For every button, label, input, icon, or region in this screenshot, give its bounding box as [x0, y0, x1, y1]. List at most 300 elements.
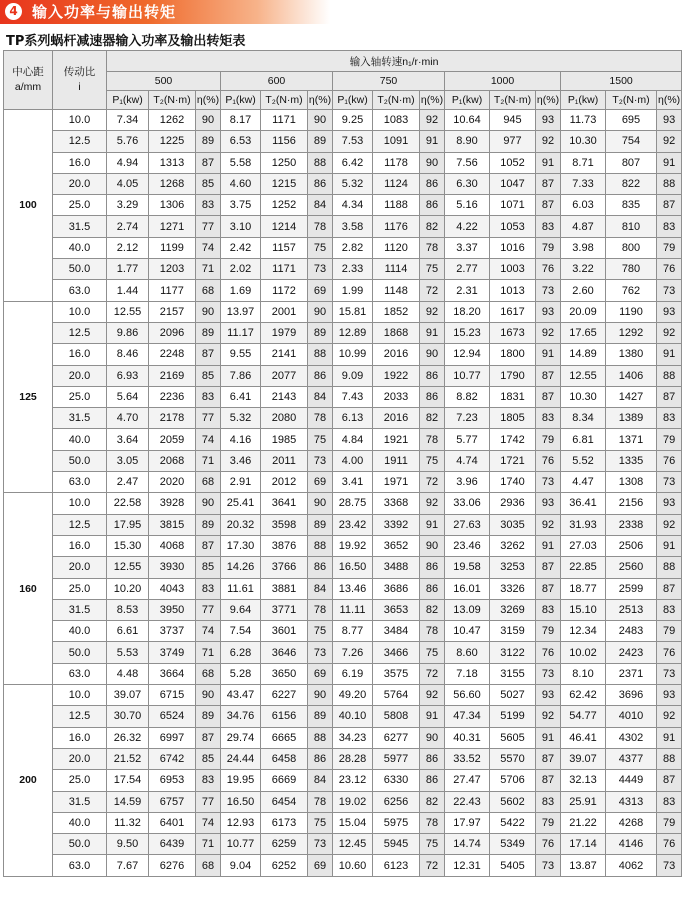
power-cell: 12.34 [561, 621, 606, 642]
torque-cell: 3598 [261, 514, 308, 535]
torque-cell: 1673 [490, 322, 536, 343]
ratio-cell: 16.0 [53, 727, 107, 748]
power-cell: 4.05 [107, 173, 149, 194]
efficiency-cell: 88 [308, 727, 333, 748]
efficiency-cell: 76 [657, 450, 682, 471]
efficiency-cell: 73 [536, 472, 561, 493]
efficiency-cell: 91 [657, 535, 682, 556]
power-col-header: P₁(kw) [333, 91, 373, 110]
efficiency-cell: 86 [420, 557, 445, 578]
ratio-header: 传动比 i [53, 51, 107, 110]
power-cell: 15.23 [445, 322, 490, 343]
power-cell: 2.77 [445, 259, 490, 280]
efficiency-cell: 83 [536, 408, 561, 429]
power-cell: 15.10 [561, 599, 606, 620]
efficiency-cell: 78 [308, 791, 333, 812]
table-row [4, 429, 682, 450]
torque-cell: 1800 [490, 344, 536, 365]
power-cell: 49.20 [333, 685, 373, 706]
power-cell: 12.55 [107, 557, 149, 578]
ratio-cell: 40.0 [53, 812, 107, 833]
efficiency-cell: 77 [196, 791, 221, 812]
ratio-cell: 20.0 [53, 748, 107, 769]
torque-cell: 5027 [490, 685, 536, 706]
power-cell: 4.94 [107, 152, 149, 173]
efficiency-cell: 87 [536, 365, 561, 386]
torque-cell: 1199 [149, 237, 196, 258]
efficiency-cell: 92 [657, 514, 682, 535]
torque-cell: 2011 [261, 450, 308, 471]
power-cell: 7.34 [107, 110, 149, 131]
power-cell: 8.77 [333, 621, 373, 642]
ratio-cell: 50.0 [53, 450, 107, 471]
efficiency-cell: 73 [657, 855, 682, 876]
torque-cell: 3696 [606, 685, 657, 706]
efficiency-cell: 90 [196, 685, 221, 706]
power-cell: 10.30 [561, 386, 606, 407]
efficiency-cell: 90 [420, 727, 445, 748]
power-cell: 16.50 [333, 557, 373, 578]
efficiency-cell: 93 [536, 301, 561, 322]
power-cell: 14.74 [445, 834, 490, 855]
torque-cell: 754 [606, 131, 657, 152]
efficiency-cell: 83 [657, 408, 682, 429]
torque-cell: 1013 [490, 280, 536, 301]
efficiency-cell: 84 [308, 770, 333, 791]
torque-cell: 6123 [373, 855, 420, 876]
torque-cell: 835 [606, 195, 657, 216]
power-cell: 24.44 [221, 748, 261, 769]
power-cell: 20.32 [221, 514, 261, 535]
efficiency-cell: 83 [536, 791, 561, 812]
ratio-cell: 20.0 [53, 173, 107, 194]
efficiency-cell: 87 [196, 344, 221, 365]
efficiency-cell: 83 [196, 195, 221, 216]
torque-cell: 3466 [373, 642, 420, 663]
torque-cell: 1308 [606, 472, 657, 493]
efficiency-cell: 83 [536, 599, 561, 620]
power-cell: 9.04 [221, 855, 261, 876]
efficiency-cell: 71 [196, 642, 221, 663]
table-title: TP系列蜗杆减速器输入功率及输出转矩表 [6, 34, 246, 49]
efficiency-cell: 89 [308, 514, 333, 535]
torque-cell: 6742 [149, 748, 196, 769]
torque-cell: 1176 [373, 216, 420, 237]
efficiency-cell: 75 [308, 812, 333, 833]
torque-cell: 1124 [373, 173, 420, 194]
efficiency-cell: 83 [196, 770, 221, 791]
torque-cell: 5605 [490, 727, 536, 748]
torque-cell: 1805 [490, 408, 536, 429]
efficiency-cell: 92 [420, 493, 445, 514]
torque-cell: 3664 [149, 663, 196, 684]
ratio-cell: 12.5 [53, 131, 107, 152]
efficiency-cell: 87 [196, 727, 221, 748]
table-row [4, 280, 682, 301]
torque-cell: 1911 [373, 450, 420, 471]
power-cell: 4.22 [445, 216, 490, 237]
power-cell: 17.97 [445, 812, 490, 833]
power-cell: 30.70 [107, 706, 149, 727]
table-row [4, 727, 682, 748]
power-cell: 12.93 [221, 812, 261, 833]
efficiency-cell: 84 [308, 386, 333, 407]
efficiency-cell: 73 [657, 280, 682, 301]
table-row [4, 748, 682, 769]
torque-cell: 3737 [149, 621, 196, 642]
efficiency-cell: 88 [308, 152, 333, 173]
efficiency-cell: 84 [308, 195, 333, 216]
efficiency-cell: 83 [196, 578, 221, 599]
efficiency-cell: 90 [196, 301, 221, 322]
efficiency-cell: 93 [536, 110, 561, 131]
torque-cell: 2157 [149, 301, 196, 322]
power-torque-table [3, 50, 682, 877]
efficiency-cell: 89 [196, 706, 221, 727]
power-cell: 4.48 [107, 663, 149, 684]
power-cell: 10.64 [445, 110, 490, 131]
torque-cell: 1268 [149, 173, 196, 194]
efficiency-cell: 69 [308, 472, 333, 493]
power-cell: 10.47 [445, 621, 490, 642]
efficiency-cell: 84 [308, 578, 333, 599]
efficiency-cell: 71 [196, 834, 221, 855]
efficiency-cell: 91 [536, 535, 561, 556]
efficiency-cell: 87 [536, 195, 561, 216]
power-cell: 43.47 [221, 685, 261, 706]
torque-cell: 1215 [261, 173, 308, 194]
power-cell: 12.94 [445, 344, 490, 365]
torque-cell: 5808 [373, 706, 420, 727]
torque-cell: 4313 [606, 791, 657, 812]
table-row [4, 365, 682, 386]
torque-cell: 2033 [373, 386, 420, 407]
power-cell: 22.43 [445, 791, 490, 812]
torque-cell: 2156 [606, 493, 657, 514]
ratio-cell: 63.0 [53, 280, 107, 301]
torque-cell: 1831 [490, 386, 536, 407]
efficiency-cell: 82 [420, 791, 445, 812]
efficiency-cell: 86 [420, 365, 445, 386]
torque-cell: 3601 [261, 621, 308, 642]
efficiency-cell: 69 [308, 280, 333, 301]
torque-cell: 1052 [490, 152, 536, 173]
efficiency-cell: 86 [308, 557, 333, 578]
power-cell: 14.89 [561, 344, 606, 365]
power-cell: 4.34 [333, 195, 373, 216]
power-cell: 22.85 [561, 557, 606, 578]
power-col-header: P₁(kw) [107, 91, 149, 110]
torque-cell: 3771 [261, 599, 308, 620]
power-cell: 25.91 [561, 791, 606, 812]
torque-cell: 3646 [261, 642, 308, 663]
power-cell: 10.30 [561, 131, 606, 152]
torque-cell: 5349 [490, 834, 536, 855]
torque-cell: 1292 [606, 322, 657, 343]
torque-cell: 3950 [149, 599, 196, 620]
torque-cell: 822 [606, 173, 657, 194]
efficiency-cell: 89 [308, 131, 333, 152]
torque-cell: 2080 [261, 408, 308, 429]
power-cell: 13.09 [445, 599, 490, 620]
power-cell: 5.16 [445, 195, 490, 216]
power-cell: 10.99 [333, 344, 373, 365]
section-banner [0, 0, 330, 24]
torque-cell: 1979 [261, 322, 308, 343]
torque-cell: 6715 [149, 685, 196, 706]
efficiency-cell: 83 [196, 386, 221, 407]
ratio-cell: 12.5 [53, 514, 107, 535]
table-row [4, 812, 682, 833]
power-cell: 15.81 [333, 301, 373, 322]
power-cell: 11.32 [107, 812, 149, 833]
torque-cell: 3686 [373, 578, 420, 599]
efficiency-cell: 91 [420, 514, 445, 535]
power-cell: 3.05 [107, 450, 149, 471]
ratio-cell: 63.0 [53, 472, 107, 493]
ratio-cell: 25.0 [53, 195, 107, 216]
table-row [4, 131, 682, 152]
power-cell: 23.42 [333, 514, 373, 535]
torque-cell: 5602 [490, 791, 536, 812]
torque-cell: 1721 [490, 450, 536, 471]
efficiency-cell: 92 [657, 706, 682, 727]
efficiency-cell: 72 [420, 663, 445, 684]
torque-col-header: T₂(N·m) [373, 91, 420, 110]
torque-cell: 3122 [490, 642, 536, 663]
input-speed-header: 输入轴转速n₁/r·min [107, 51, 682, 72]
power-cell: 6.28 [221, 642, 261, 663]
power-cell: 11.11 [333, 599, 373, 620]
torque-cell: 6156 [261, 706, 308, 727]
power-cell: 8.60 [445, 642, 490, 663]
efficiency-cell: 89 [308, 322, 333, 343]
power-cell: 4.74 [445, 450, 490, 471]
efficiency-cell: 87 [536, 748, 561, 769]
torque-cell: 1071 [490, 195, 536, 216]
torque-cell: 1250 [261, 152, 308, 173]
torque-cell: 2248 [149, 344, 196, 365]
power-cell: 33.52 [445, 748, 490, 769]
efficiency-cell: 76 [657, 834, 682, 855]
table-row [4, 578, 682, 599]
table-row [4, 535, 682, 556]
power-cell: 7.56 [445, 152, 490, 173]
ratio-cell: 10.0 [53, 110, 107, 131]
power-cell: 32.13 [561, 770, 606, 791]
torque-cell: 2513 [606, 599, 657, 620]
efficiency-cell: 93 [657, 110, 682, 131]
torque-cell: 2423 [606, 642, 657, 663]
power-cell: 23.46 [445, 535, 490, 556]
efficiency-col-header: η(%) [420, 91, 445, 110]
torque-cell: 3368 [373, 493, 420, 514]
torque-cell: 2059 [149, 429, 196, 450]
torque-cell: 807 [606, 152, 657, 173]
table-row [4, 322, 682, 343]
table-row [4, 110, 682, 131]
power-cell: 7.23 [445, 408, 490, 429]
power-cell: 29.74 [221, 727, 261, 748]
torque-cell: 800 [606, 237, 657, 258]
torque-cell: 1868 [373, 322, 420, 343]
ratio-cell: 50.0 [53, 642, 107, 663]
torque-cell: 3930 [149, 557, 196, 578]
table-row [4, 344, 682, 365]
efficiency-cell: 92 [536, 322, 561, 343]
efficiency-cell: 91 [657, 727, 682, 748]
ratio-cell: 40.0 [53, 621, 107, 642]
torque-cell: 5570 [490, 748, 536, 769]
torque-cell: 1178 [373, 152, 420, 173]
power-cell: 2.31 [445, 280, 490, 301]
torque-cell: 1203 [149, 259, 196, 280]
efficiency-cell: 89 [308, 706, 333, 727]
power-cell: 7.18 [445, 663, 490, 684]
torque-cell: 1114 [373, 259, 420, 280]
power-cell: 46.41 [561, 727, 606, 748]
power-cell: 4.47 [561, 472, 606, 493]
center-distance-cell: 125 [4, 301, 53, 493]
torque-cell: 810 [606, 216, 657, 237]
power-cell: 4.00 [333, 450, 373, 471]
torque-cell: 3155 [490, 663, 536, 684]
power-cell: 6.19 [333, 663, 373, 684]
torque-cell: 5977 [373, 748, 420, 769]
torque-cell: 695 [606, 110, 657, 131]
power-cell: 36.41 [561, 493, 606, 514]
torque-cell: 1047 [490, 173, 536, 194]
speed-header: 1500 [561, 72, 682, 91]
torque-cell: 4010 [606, 706, 657, 727]
power-cell: 6.41 [221, 386, 261, 407]
efficiency-cell: 85 [196, 557, 221, 578]
torque-cell: 4302 [606, 727, 657, 748]
power-cell: 9.86 [107, 322, 149, 343]
table-row [4, 855, 682, 876]
efficiency-cell: 75 [308, 621, 333, 642]
torque-cell: 5764 [373, 685, 420, 706]
power-cell: 5.53 [107, 642, 149, 663]
efficiency-cell: 77 [196, 408, 221, 429]
efficiency-col-header: η(%) [657, 91, 682, 110]
table-row [4, 173, 682, 194]
torque-cell: 2178 [149, 408, 196, 429]
torque-cell: 2169 [149, 365, 196, 386]
efficiency-cell: 73 [536, 855, 561, 876]
table-row [4, 642, 682, 663]
efficiency-cell: 88 [657, 557, 682, 578]
power-cell: 4.84 [333, 429, 373, 450]
efficiency-cell: 88 [308, 535, 333, 556]
section-title: 输入功率与输出转矩 [32, 3, 177, 21]
torque-col-header: T₂(N·m) [149, 91, 196, 110]
power-cell: 11.73 [561, 110, 606, 131]
efficiency-cell: 76 [657, 259, 682, 280]
power-cell: 17.65 [561, 322, 606, 343]
efficiency-cell: 87 [657, 195, 682, 216]
efficiency-cell: 75 [420, 259, 445, 280]
torque-cell: 6259 [261, 834, 308, 855]
power-cell: 11.17 [221, 322, 261, 343]
power-cell: 62.42 [561, 685, 606, 706]
efficiency-cell: 73 [308, 450, 333, 471]
efficiency-cell: 79 [657, 812, 682, 833]
torque-cell: 1190 [606, 301, 657, 322]
efficiency-cell: 68 [196, 472, 221, 493]
efficiency-cell: 82 [420, 599, 445, 620]
table-row [4, 834, 682, 855]
power-cell: 34.76 [221, 706, 261, 727]
torque-cell: 2096 [149, 322, 196, 343]
torque-cell: 1740 [490, 472, 536, 493]
torque-col-header: T₂(N·m) [490, 91, 536, 110]
torque-cell: 4377 [606, 748, 657, 769]
table-row [4, 514, 682, 535]
table-row [4, 706, 682, 727]
power-cell: 27.47 [445, 770, 490, 791]
efficiency-cell: 78 [308, 599, 333, 620]
efficiency-cell: 86 [420, 770, 445, 791]
power-cell: 5.32 [221, 408, 261, 429]
torque-cell: 5706 [490, 770, 536, 791]
torque-cell: 6454 [261, 791, 308, 812]
ratio-cell: 25.0 [53, 770, 107, 791]
torque-cell: 6252 [261, 855, 308, 876]
torque-cell: 1371 [606, 429, 657, 450]
efficiency-cell: 76 [536, 450, 561, 471]
power-cell: 23.12 [333, 770, 373, 791]
power-cell: 9.25 [333, 110, 373, 131]
efficiency-cell: 79 [657, 621, 682, 642]
torque-cell: 2012 [261, 472, 308, 493]
torque-col-header: T₂(N·m) [606, 91, 657, 110]
efficiency-cell: 73 [308, 642, 333, 663]
table-row [4, 472, 682, 493]
efficiency-cell: 78 [308, 216, 333, 237]
torque-cell: 4062 [606, 855, 657, 876]
torque-cell: 2143 [261, 386, 308, 407]
efficiency-cell: 86 [420, 195, 445, 216]
speed-header: 1000 [445, 72, 561, 91]
table-row [4, 301, 682, 322]
torque-cell: 6997 [149, 727, 196, 748]
torque-cell: 1335 [606, 450, 657, 471]
torque-cell: 1306 [149, 195, 196, 216]
efficiency-cell: 76 [536, 259, 561, 280]
efficiency-cell: 87 [657, 578, 682, 599]
efficiency-cell: 73 [536, 280, 561, 301]
torque-cell: 1742 [490, 429, 536, 450]
power-cell: 6.42 [333, 152, 373, 173]
efficiency-cell: 68 [196, 280, 221, 301]
ratio-cell: 40.0 [53, 429, 107, 450]
power-cell: 17.30 [221, 535, 261, 556]
torque-cell: 4449 [606, 770, 657, 791]
table-row [4, 237, 682, 258]
efficiency-cell: 90 [308, 685, 333, 706]
efficiency-cell: 89 [196, 514, 221, 535]
power-cell: 10.20 [107, 578, 149, 599]
efficiency-cell: 83 [657, 791, 682, 812]
efficiency-cell: 78 [420, 621, 445, 642]
torque-cell: 6458 [261, 748, 308, 769]
efficiency-cell: 73 [536, 663, 561, 684]
efficiency-cell: 74 [196, 812, 221, 833]
torque-cell: 6173 [261, 812, 308, 833]
efficiency-cell: 73 [657, 663, 682, 684]
torque-cell: 2338 [606, 514, 657, 535]
